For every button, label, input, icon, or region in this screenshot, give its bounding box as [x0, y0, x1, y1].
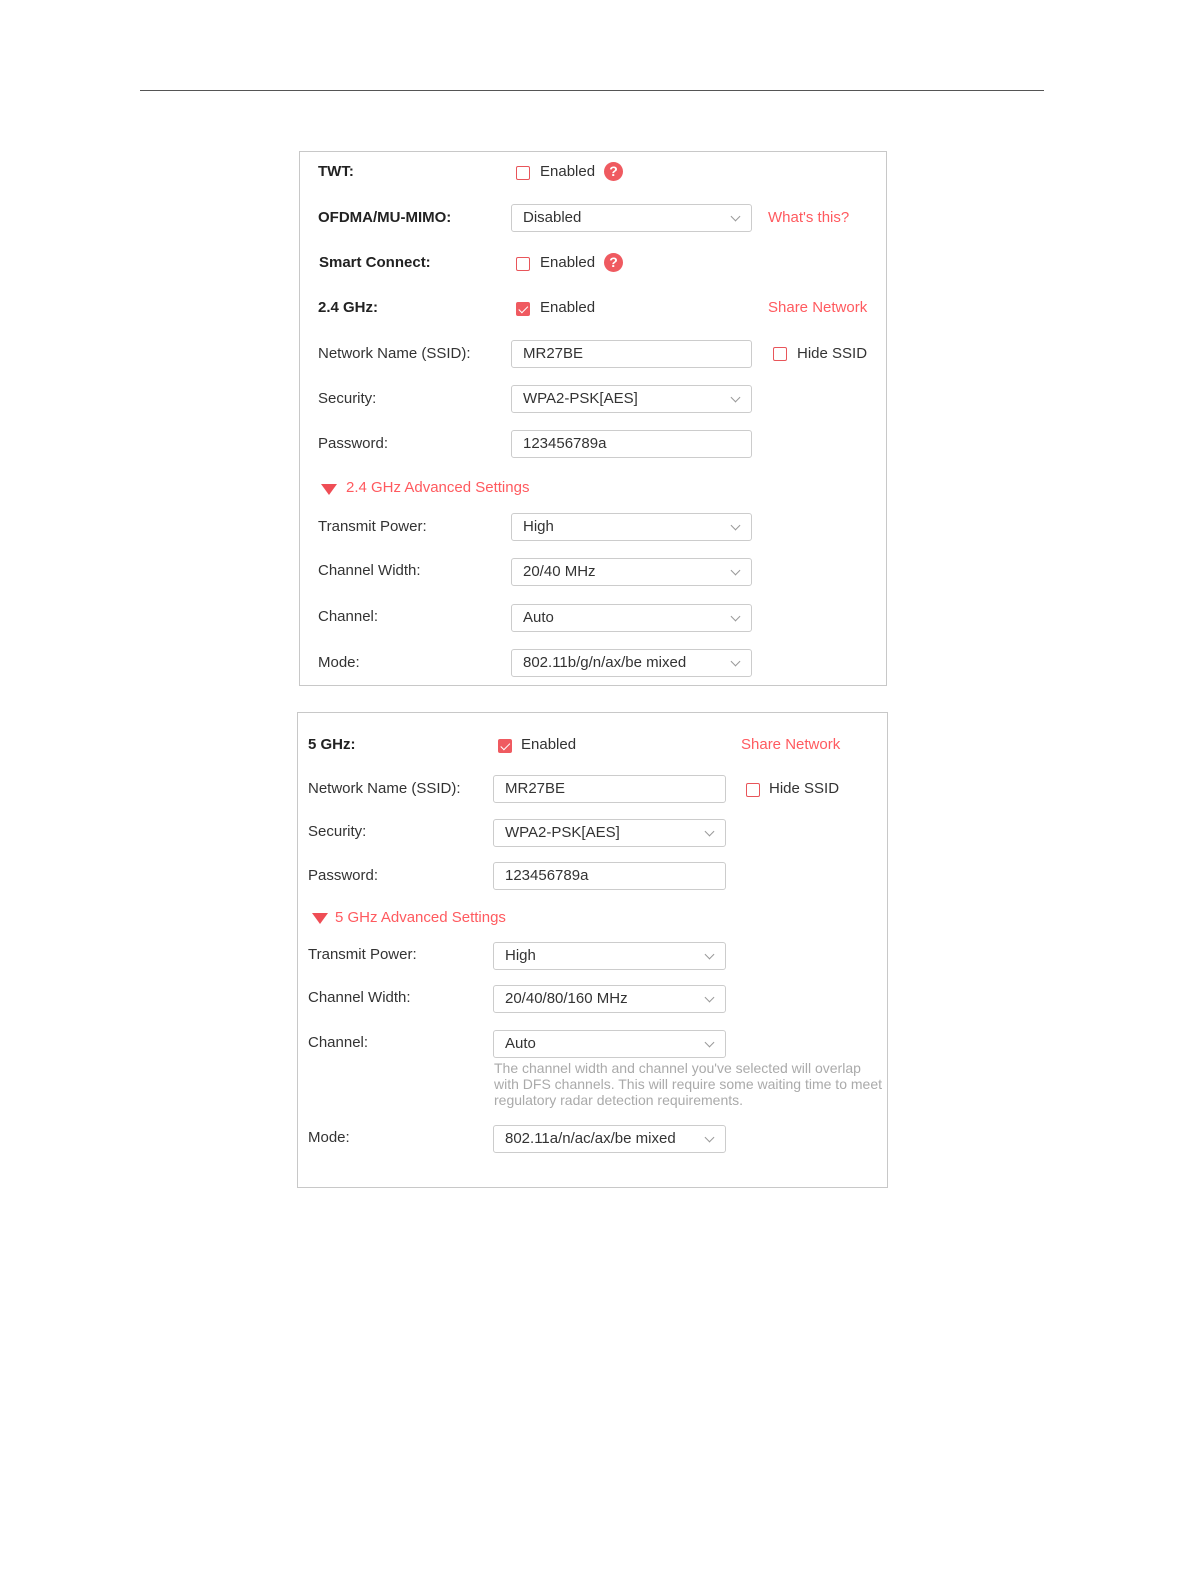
channel-5-label: Channel:	[308, 1034, 369, 1051]
transmit-power-24-select[interactable]	[511, 513, 752, 541]
wireless-24ghz-panel	[299, 151, 887, 686]
channel-24-select-value: Auto	[523, 609, 554, 626]
advanced-settings-24-toggle[interactable]: 2.4 GHz Advanced Settings	[346, 479, 530, 496]
security-24-select-value: WPA2-PSK[AES]	[523, 390, 638, 407]
channel-width-24-select-value: 20/40 MHz	[523, 563, 596, 580]
ssid-24-label: Network Name (SSID):	[318, 345, 471, 362]
twt-help-icon[interactable]: ?	[604, 162, 623, 181]
chevron-down-icon	[731, 521, 741, 531]
hide-ssid-5-checkbox[interactable]	[746, 783, 760, 797]
mode-24-select[interactable]	[511, 649, 752, 677]
twt-label: TWT:	[318, 163, 354, 180]
smart-connect-enabled-label[interactable]: Enabled	[540, 254, 596, 271]
ofdma-select[interactable]	[511, 204, 752, 232]
smart-connect-enabled-checkbox[interactable]	[516, 257, 530, 271]
dfs-channel-warning: The channel width and channel you've selected will overlap with DFS channels. This will require some waiting time to meet regulatory radar detection requirements.	[494, 1060, 883, 1108]
security-24-select[interactable]	[511, 385, 752, 413]
band-24-enabled-label[interactable]: Enabled	[540, 299, 596, 316]
ssid-24-input[interactable]: MR27BE	[511, 340, 752, 368]
mode-5-select-value: 802.11a/n/ac/ax/be mixed	[505, 1130, 676, 1147]
transmit-power-24-label: Transmit Power:	[318, 518, 427, 535]
transmit-power-5-label: Transmit Power:	[308, 946, 417, 963]
mode-5-select[interactable]	[493, 1125, 726, 1153]
smart-connect-help-icon[interactable]: ?	[604, 253, 623, 272]
triangle-down-icon[interactable]	[321, 484, 337, 495]
whats-this-link[interactable]: What's this?	[768, 209, 850, 226]
mode-5-label: Mode:	[308, 1129, 350, 1146]
chevron-down-icon	[731, 657, 741, 667]
mode-24-select-value: 802.11b/g/n/ax/be mixed	[523, 654, 687, 671]
chevron-down-icon	[731, 612, 741, 622]
page-top-rule	[140, 90, 1044, 91]
ssid-5-input[interactable]: MR27BE	[493, 775, 726, 803]
channel-width-24-select[interactable]	[511, 558, 752, 586]
hide-ssid-24-label[interactable]: Hide SSID	[797, 345, 868, 362]
chevron-down-icon	[705, 993, 715, 1003]
twt-enabled-checkbox[interactable]	[516, 166, 530, 180]
ofdma-select-value: Disabled	[523, 209, 582, 226]
transmit-power-5-select[interactable]	[493, 942, 726, 970]
chevron-down-icon	[731, 393, 741, 403]
band-24-enabled-checkbox[interactable]	[516, 302, 530, 316]
ofdma-label: OFDMA/MU-MIMO:	[318, 209, 452, 226]
wireless-5ghz-panel	[297, 712, 888, 1188]
chevron-down-icon	[705, 1038, 715, 1048]
chevron-down-icon	[731, 212, 741, 222]
password-24-input[interactable]: 123456789a	[511, 430, 752, 458]
share-network-24-link[interactable]: Share Network	[768, 299, 868, 316]
hide-ssid-24-checkbox[interactable]	[773, 347, 787, 361]
channel-24-label: Channel:	[318, 608, 379, 625]
security-24-label: Security:	[318, 390, 377, 407]
password-5-input[interactable]: 123456789a	[493, 862, 726, 890]
security-5-select-value: WPA2-PSK[AES]	[505, 824, 620, 841]
channel-width-5-select-value: 20/40/80/160 MHz	[505, 990, 628, 1007]
band-5-enabled-checkbox[interactable]	[498, 739, 512, 753]
channel-width-24-label: Channel Width:	[318, 562, 421, 579]
advanced-settings-5-toggle[interactable]: 5 GHz Advanced Settings	[335, 909, 506, 926]
transmit-power-24-select-value: High	[523, 518, 554, 535]
password-5-label: Password:	[308, 867, 379, 884]
channel-width-5-label: Channel Width:	[308, 989, 411, 1006]
security-5-select[interactable]	[493, 819, 726, 847]
band-24-label: 2.4 GHz:	[318, 299, 379, 316]
hide-ssid-5-label[interactable]: Hide SSID	[769, 780, 840, 797]
chevron-down-icon	[705, 1133, 715, 1143]
smart-connect-label: Smart Connect:	[319, 254, 431, 271]
chevron-down-icon	[705, 827, 715, 837]
channel-5-select-value: Auto	[505, 1035, 536, 1052]
chevron-down-icon	[705, 950, 715, 960]
security-5-label: Security:	[308, 823, 367, 840]
transmit-power-5-select-value: High	[505, 947, 536, 964]
channel-24-select[interactable]	[511, 604, 752, 632]
ssid-5-label: Network Name (SSID):	[308, 780, 461, 797]
channel-5-select[interactable]	[493, 1030, 726, 1058]
triangle-down-icon[interactable]	[312, 913, 328, 924]
password-24-label: Password:	[318, 435, 389, 452]
band-5-enabled-label[interactable]: Enabled	[521, 736, 577, 753]
share-network-5-link[interactable]: Share Network	[741, 736, 841, 753]
band-5-label: 5 GHz:	[308, 736, 356, 753]
chevron-down-icon	[731, 566, 741, 576]
channel-width-5-select[interactable]	[493, 985, 726, 1013]
mode-24-label: Mode:	[318, 654, 360, 671]
twt-enabled-label[interactable]: Enabled	[540, 163, 596, 180]
